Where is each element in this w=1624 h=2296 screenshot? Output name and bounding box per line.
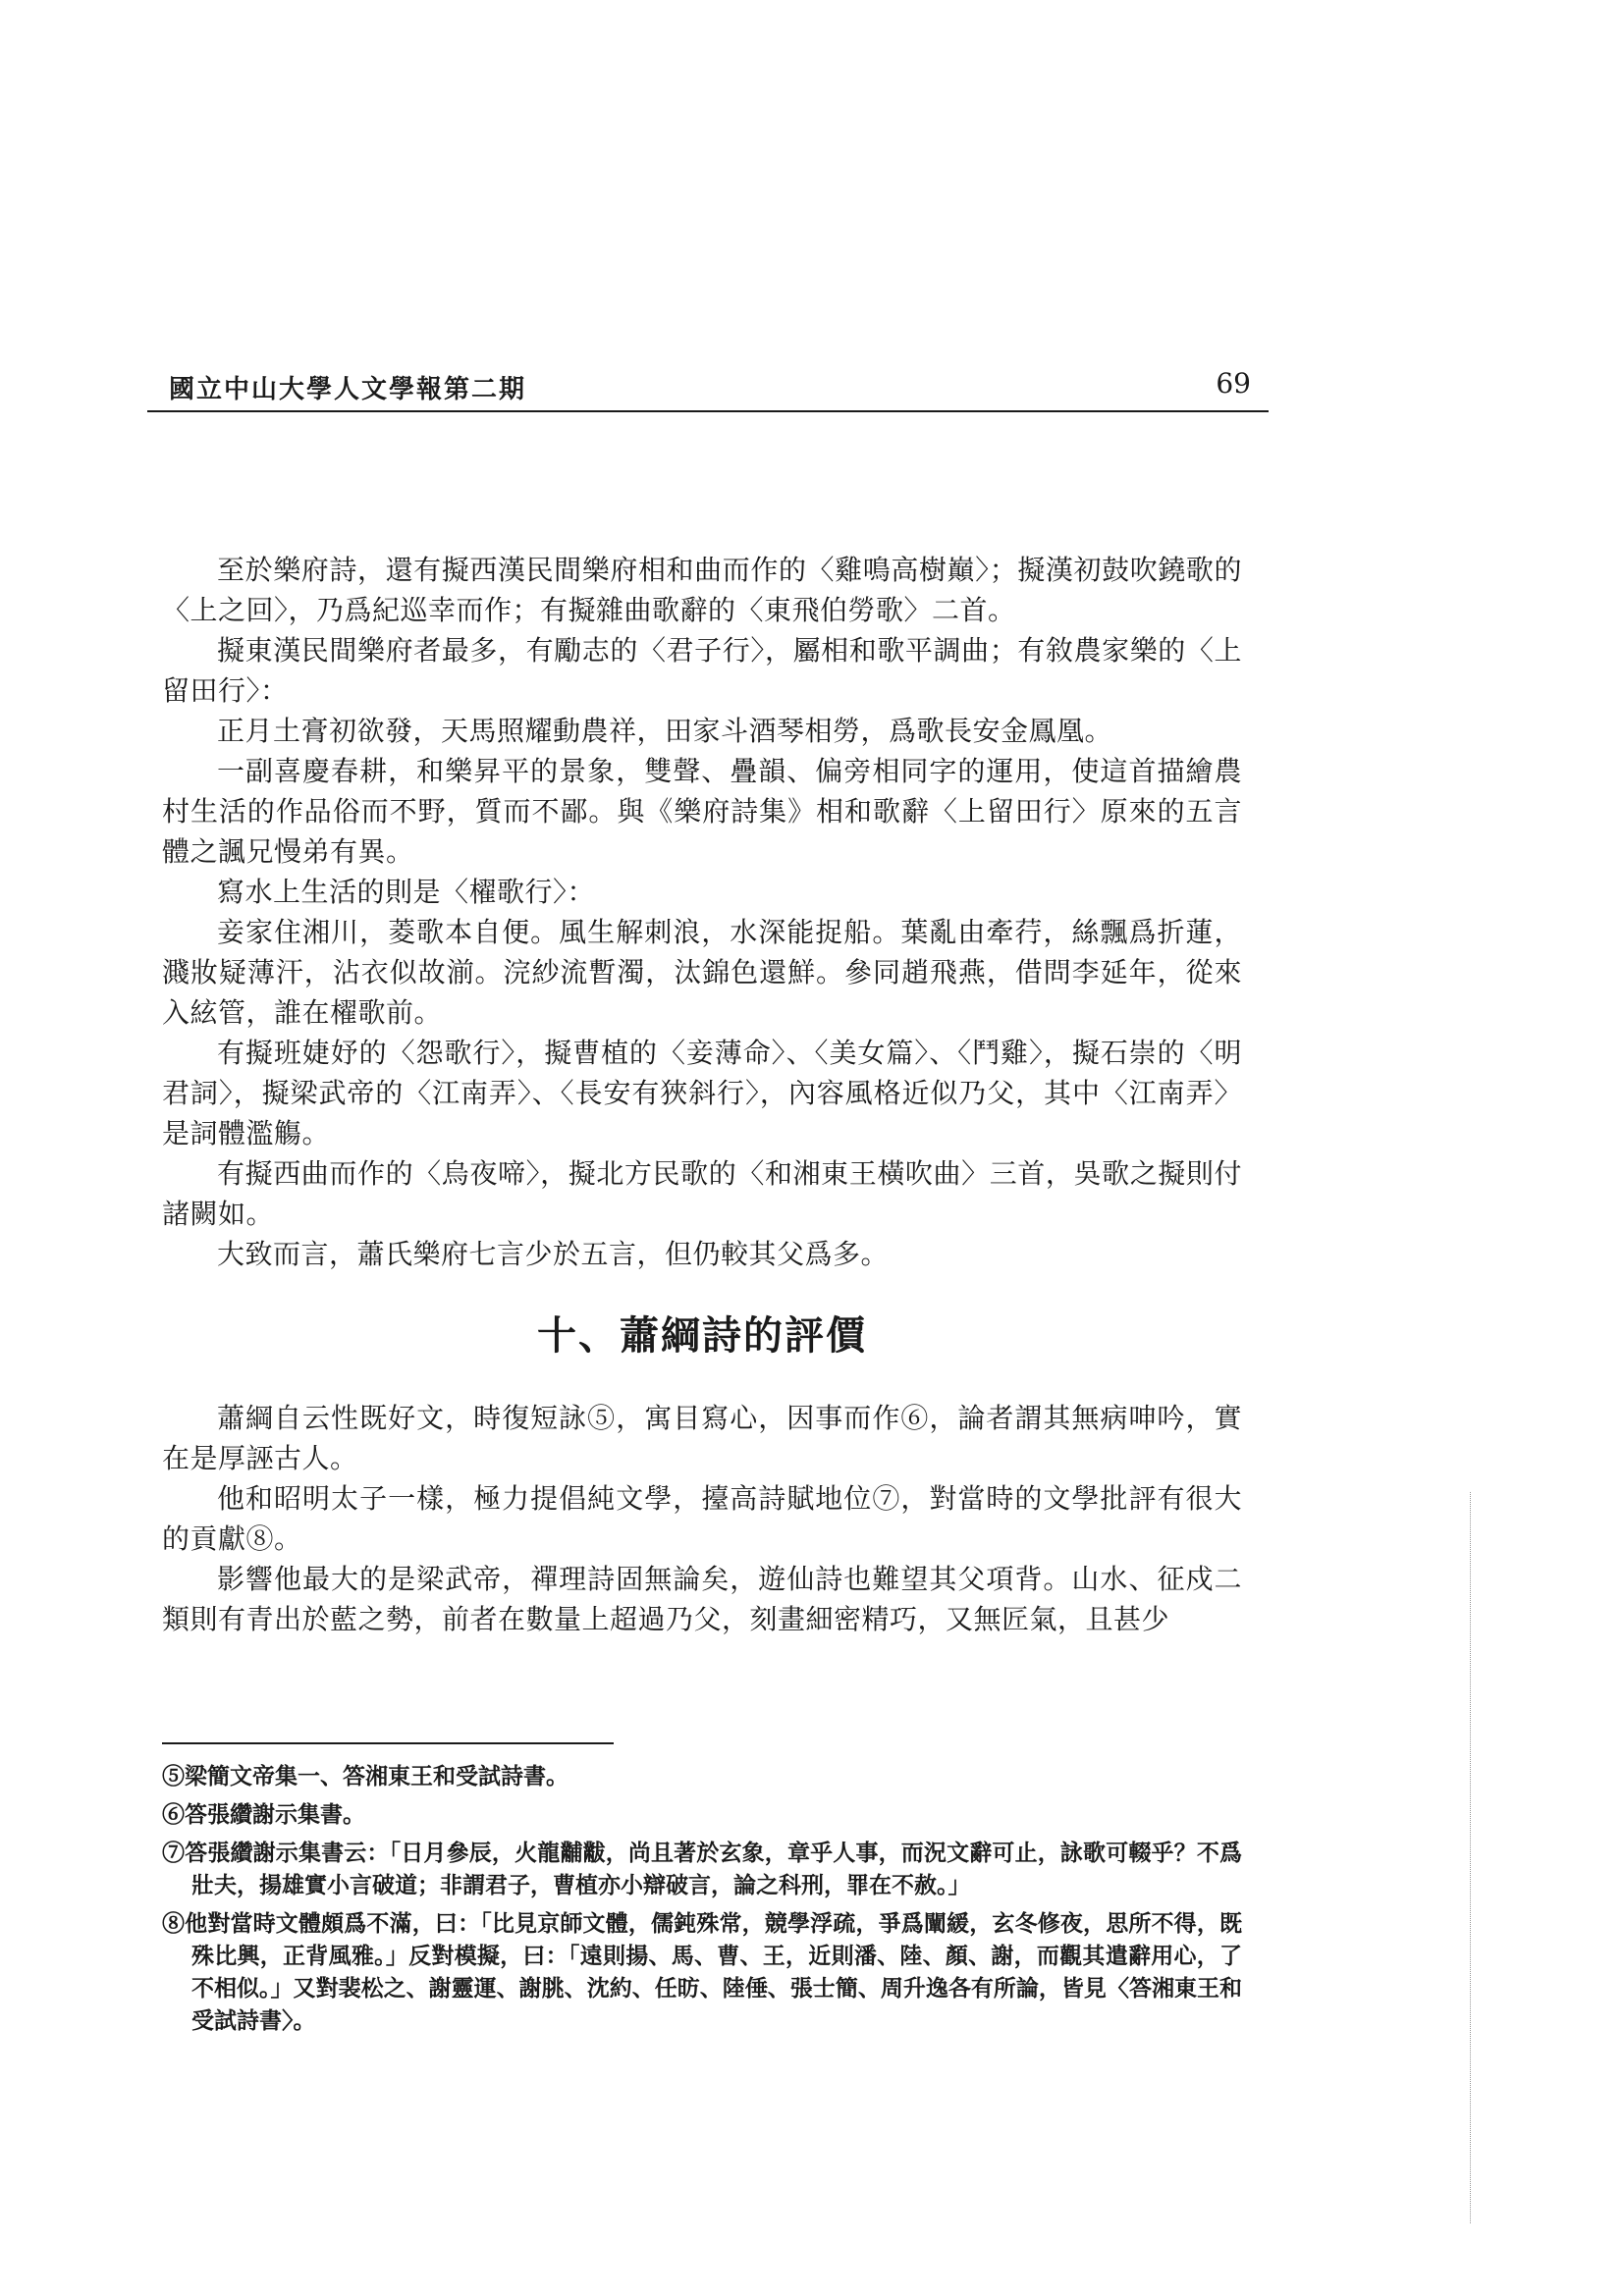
footnote: ⑥答張纘謝示集書。 [162,1801,365,1828]
poem-quote: 妾家住湘川，菱歌本自便。風生解刺浪，水深能捉船。葉亂由牽荇，絲飄爲折蓮，濺妝疑薄汗，沾衣似故湔。浣紗流暫濁，汰錦色還鮮。參同趙飛燕，借問李延年，從來入絃管，誰在櫂歌前。 [162,916,1242,1029]
footnote: ⑤梁簡文帝集一、答湘東王和受試詩書。 [162,1763,568,1789]
poem-quote: 正月土膏初欲發，天馬照耀動農祥，田家斗酒琴相勞，爲歌長安金鳳凰。 [217,715,1113,747]
body-paragraph: 擬東漢民間樂府者最多，有勵志的〈君子行〉，屬相和歌平調曲；有敘農家樂的〈上留田行〉： [162,634,1242,707]
body-paragraph: 有擬班婕妤的〈怨歌行〉，擬曹植的〈妾薄命〉、〈美女篇〉、〈鬥雞〉，擬石崇的〈明君詞〉，擬梁武帝的〈江南弄〉、〈長安有狹斜行〉，內容風格近似乃父，其中〈江南弄〉是詞體濫觴。 [162,1037,1242,1149]
scan-edge-line [1470,1492,1471,2223]
body-paragraph: 至於樂府詩，還有擬西漢民間樂府相和曲而作的〈雞鳴高樹巔〉；擬漢初鼓吹鐃歌的〈上之回〉，乃爲紀巡幸而作；有擬雜曲歌辭的〈東飛伯勞歌〉二首。 [162,554,1242,626]
section-heading: 十、蕭綱詩的評價 [537,1312,867,1359]
body-paragraph: 寫水上生活的則是〈櫂歌行〉： [217,876,596,908]
body-paragraph: 有擬西曲而作的〈烏夜啼〉，擬北方民歌的〈和湘東王橫吹曲〉三首，吳歌之擬則付諸闕如。 [162,1157,1242,1230]
footnote: ⑧他對當時文體頗爲不滿，曰：「比見京師文體，儒鈍殊常，競學浮疏，爭爲闡緩，玄冬修夜，思所不得，既殊比興，正背風雅。」反對模擬，曰：「遠則揚、馬、曹、王，近則潘、陸、顏、謝，而觀其遣辭用心，了不相似。」又對裴松之、謝靈運、謝朓、沈約、任昉、陸倕、張士簡、周升逸各有所論，皆見〈答湘東王和受試詩書〉。 [162,1910,1242,2034]
body-paragraph: 蕭綱自云性既好文，時復短詠⑤，寓目寫心，因事而作⑥，論者謂其無病呻吟，實在是厚誣古人。 [162,1402,1242,1474]
body-paragraph: 影響他最大的是梁武帝，禪理詩固無論矣，遊仙詩也難望其父項背。山水、征戍二類則有青出於藍之勢，前者在數量上超過乃父，刻畫細密精巧，又無匠氣，且甚少 [162,1563,1242,1635]
page-header [147,367,1269,412]
journal-title: 國立中山大學人文學報第二期 [169,375,527,404]
footnotes [162,1760,1242,2043]
page-number: 69 [1216,367,1251,400]
body-paragraph: 一副喜慶春耕，和樂昇平的景象，雙聲、疊韻、偏旁相同字的運用，使這首描繪農村生活的作品俗而不野，質而不鄙。與《樂府詩集》相和歌辭〈上留田行〉原來的五言體之諷兄慢弟有異。 [162,755,1242,868]
footnote-divider [162,1742,614,1744]
body-paragraph: 他和昭明太子一樣，極力提倡純文學，擡高詩賦地位⑦，對當時的文學批評有很大的貢獻⑧。 [162,1482,1242,1555]
main-body [162,550,1242,1639]
footnote: ⑦答張纘謝示集書云：「日月參辰，火龍黼黻，尚且著於玄象，章乎人事，而況文辭可止，詠歌可輟乎？不爲壯夫，揚雄實小言破道；非謂君子，曹植亦小辯破言，論之科刑，罪在不赦。」 [162,1840,1242,1898]
body-paragraph: 大致而言，蕭氏樂府七言少於五言，但仍較其父爲多。 [217,1238,890,1270]
